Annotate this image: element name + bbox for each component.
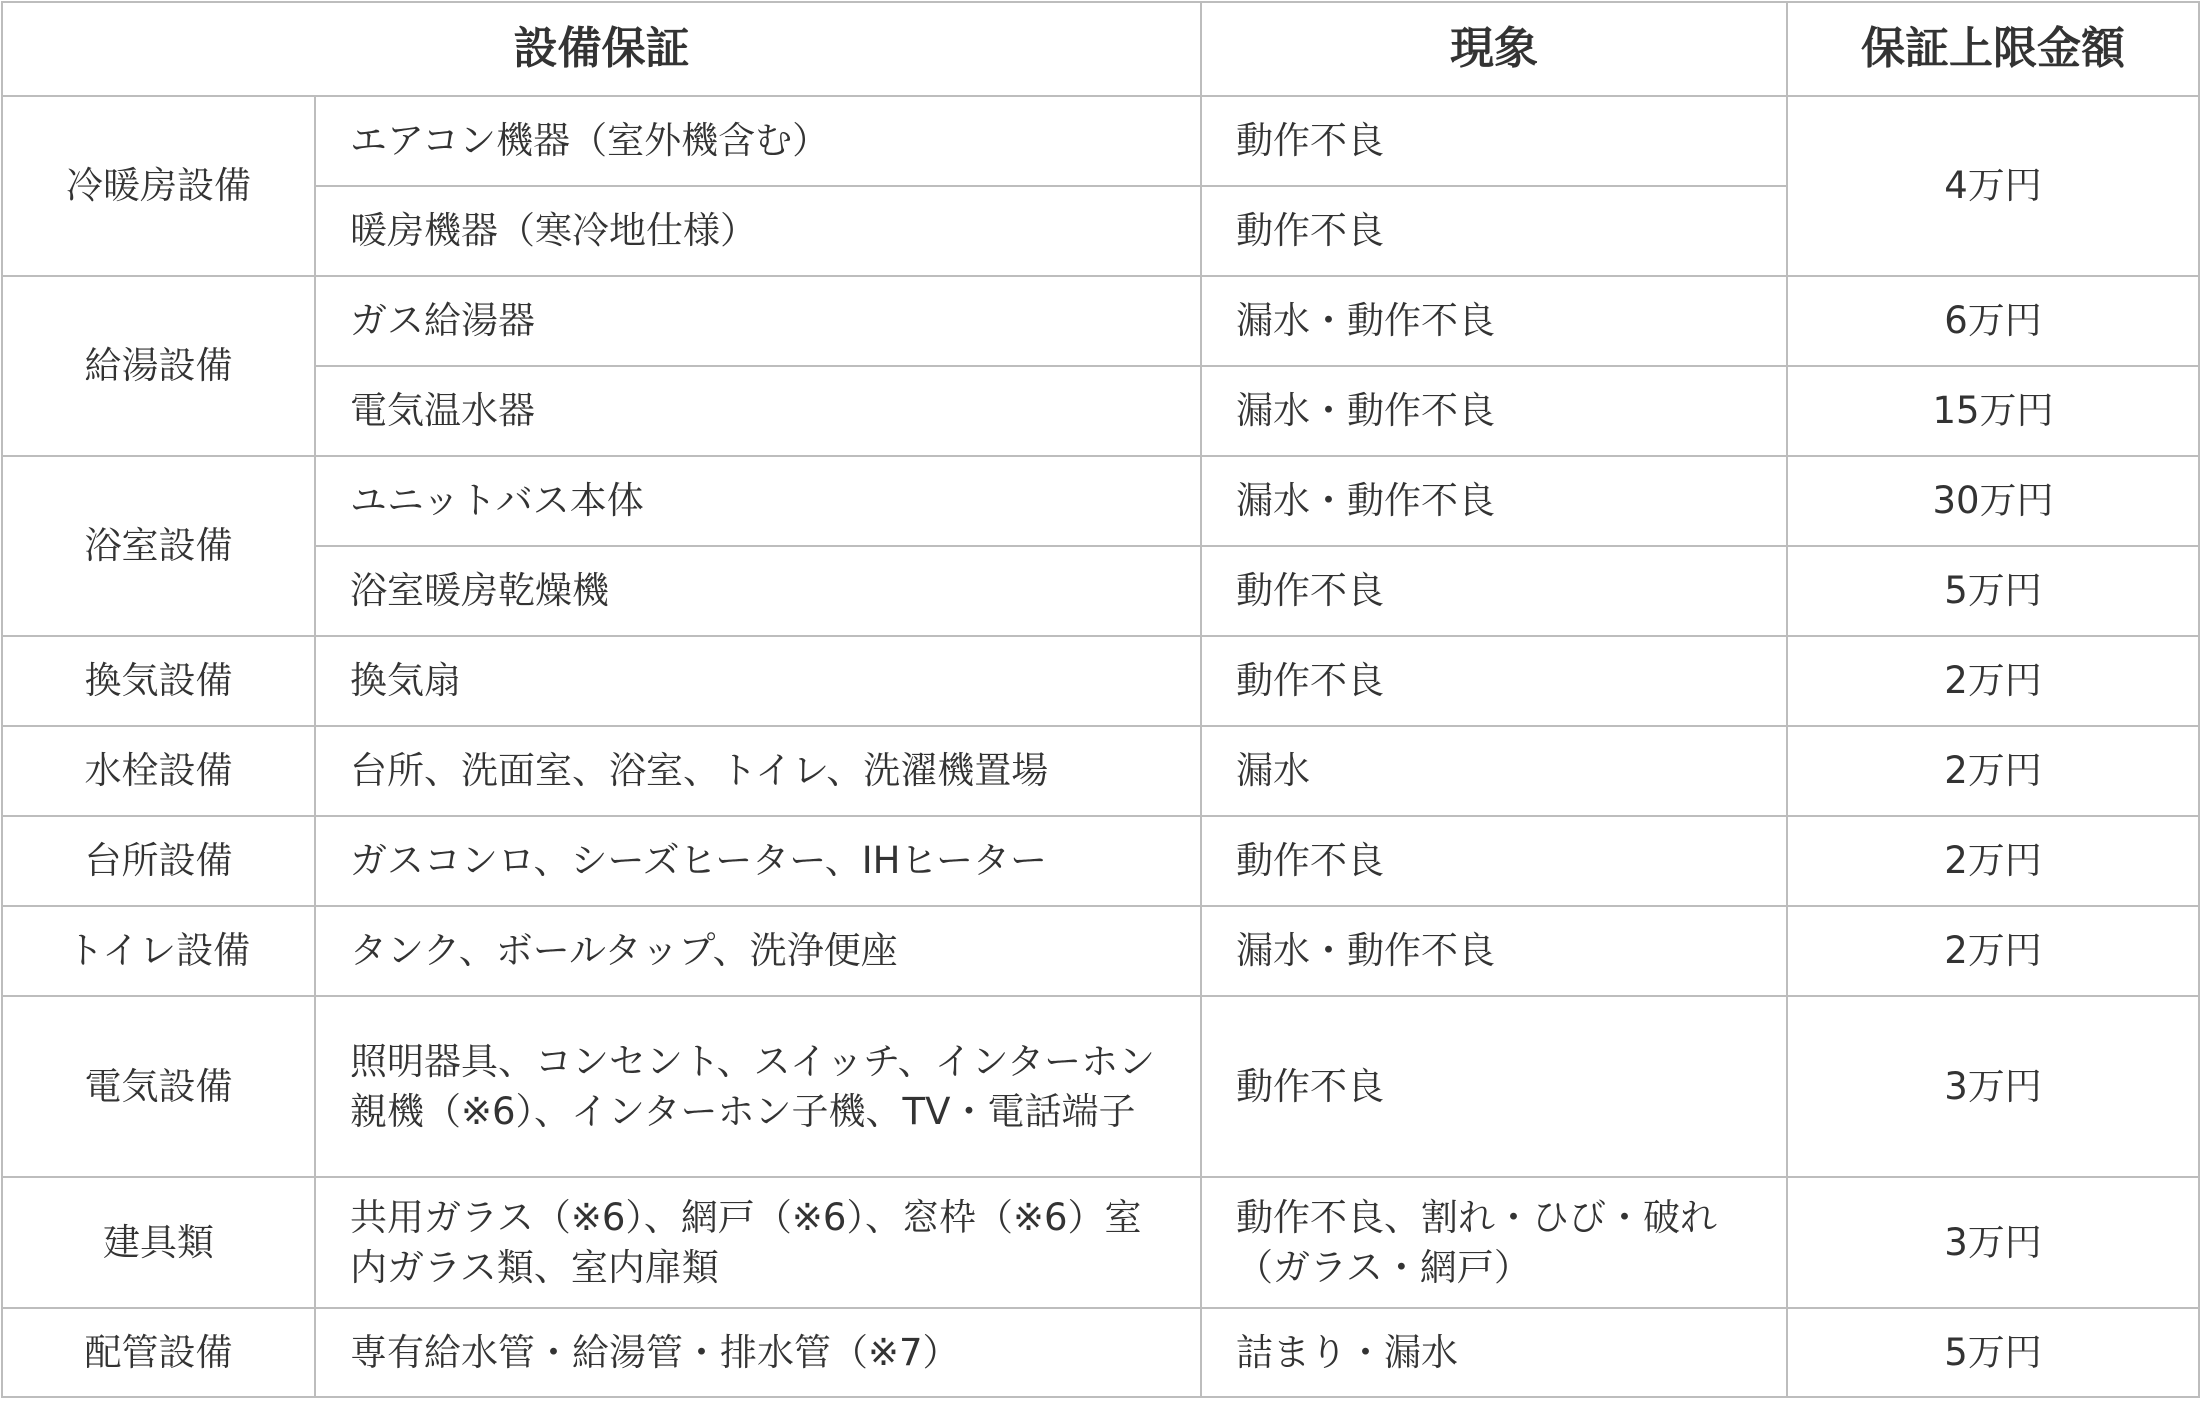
symptom-cell: 動作不良 <box>1201 636 1787 726</box>
item-cell: 浴室暖房乾燥機 <box>315 546 1201 636</box>
item-cell: 換気扇 <box>315 636 1201 726</box>
symptom-cell: 動作不良、割れ・ひび・破れ（ガラス・網戸） <box>1201 1177 1787 1308</box>
item-cell: 電気温水器 <box>315 366 1201 456</box>
table-row <box>2 1177 2199 1308</box>
limit-cell: 5万円 <box>1787 1308 2199 1397</box>
limit-cell: 2万円 <box>1787 816 2199 906</box>
category-cell: 給湯設備 <box>2 276 315 456</box>
symptom-cell: 漏水・動作不良 <box>1201 456 1787 546</box>
item-cell: タンク、ボールタップ、洗浄便座 <box>315 906 1201 996</box>
item-cell: ユニットバス本体 <box>315 456 1201 546</box>
category-cell: 浴室設備 <box>2 456 315 636</box>
symptom-cell: 漏水 <box>1201 726 1787 816</box>
table-row <box>2 996 2199 1177</box>
item-cell: エアコン機器（室外機含む） <box>315 96 1201 186</box>
item-cell: ガス給湯器 <box>315 276 1201 366</box>
table-row <box>2 636 2199 726</box>
symptom-cell: 詰まり・漏水 <box>1201 1308 1787 1397</box>
header-equipment: 設備保証 <box>2 2 1201 96</box>
category-cell: 配管設備 <box>2 1308 315 1397</box>
category-cell: 台所設備 <box>2 816 315 906</box>
table-row <box>2 276 2199 366</box>
table-row <box>2 816 2199 906</box>
limit-cell: 6万円 <box>1787 276 2199 366</box>
symptom-cell: 動作不良 <box>1201 96 1787 186</box>
header-limit: 保証上限金額 <box>1787 2 2199 96</box>
category-cell: 水栓設備 <box>2 726 315 816</box>
item-cell: ガスコンロ、シーズヒーター、IHヒーター <box>315 816 1201 906</box>
symptom-cell: 動作不良 <box>1201 996 1787 1177</box>
table-row <box>2 906 2199 996</box>
limit-cell: 4万円 <box>1787 96 2199 276</box>
item-cell: 共用ガラス（※6）、網戸（※6）、窓枠（※6）室内ガラス類、室内扉類 <box>315 1177 1201 1308</box>
category-cell: 建具類 <box>2 1177 315 1308</box>
item-cell: 照明器具、コンセント、スイッチ、インターホン親機（※6）、インターホン子機、TV・電話端子 <box>315 996 1201 1177</box>
limit-cell: 2万円 <box>1787 906 2199 996</box>
item-cell: 専有給水管・給湯管・排水管（※7） <box>315 1308 1201 1397</box>
limit-cell: 3万円 <box>1787 996 2199 1177</box>
limit-cell: 3万円 <box>1787 1177 2199 1308</box>
limit-cell: 2万円 <box>1787 726 2199 816</box>
symptom-cell: 動作不良 <box>1201 186 1787 276</box>
limit-cell: 5万円 <box>1787 546 2199 636</box>
table-row <box>2 366 2199 456</box>
symptom-cell: 漏水・動作不良 <box>1201 906 1787 996</box>
limit-cell: 15万円 <box>1787 366 2199 456</box>
warranty-table <box>1 1 2200 1398</box>
category-cell: 冷暖房設備 <box>2 96 315 276</box>
table-row <box>2 1308 2199 1397</box>
table-row <box>2 726 2199 816</box>
symptom-cell: 漏水・動作不良 <box>1201 366 1787 456</box>
table-header-row <box>2 2 2199 96</box>
item-cell: 台所、洗面室、浴室、トイレ、洗濯機置場 <box>315 726 1201 816</box>
item-cell: 暖房機器（寒冷地仕様） <box>315 186 1201 276</box>
table-row <box>2 96 2199 186</box>
category-cell: 換気設備 <box>2 636 315 726</box>
symptom-cell: 動作不良 <box>1201 546 1787 636</box>
limit-cell: 30万円 <box>1787 456 2199 546</box>
header-symptom: 現象 <box>1201 2 1787 96</box>
category-cell: トイレ設備 <box>2 906 315 996</box>
limit-cell: 2万円 <box>1787 636 2199 726</box>
table-row <box>2 546 2199 636</box>
symptom-cell: 漏水・動作不良 <box>1201 276 1787 366</box>
category-cell: 電気設備 <box>2 996 315 1177</box>
symptom-cell: 動作不良 <box>1201 816 1787 906</box>
table-row <box>2 456 2199 546</box>
